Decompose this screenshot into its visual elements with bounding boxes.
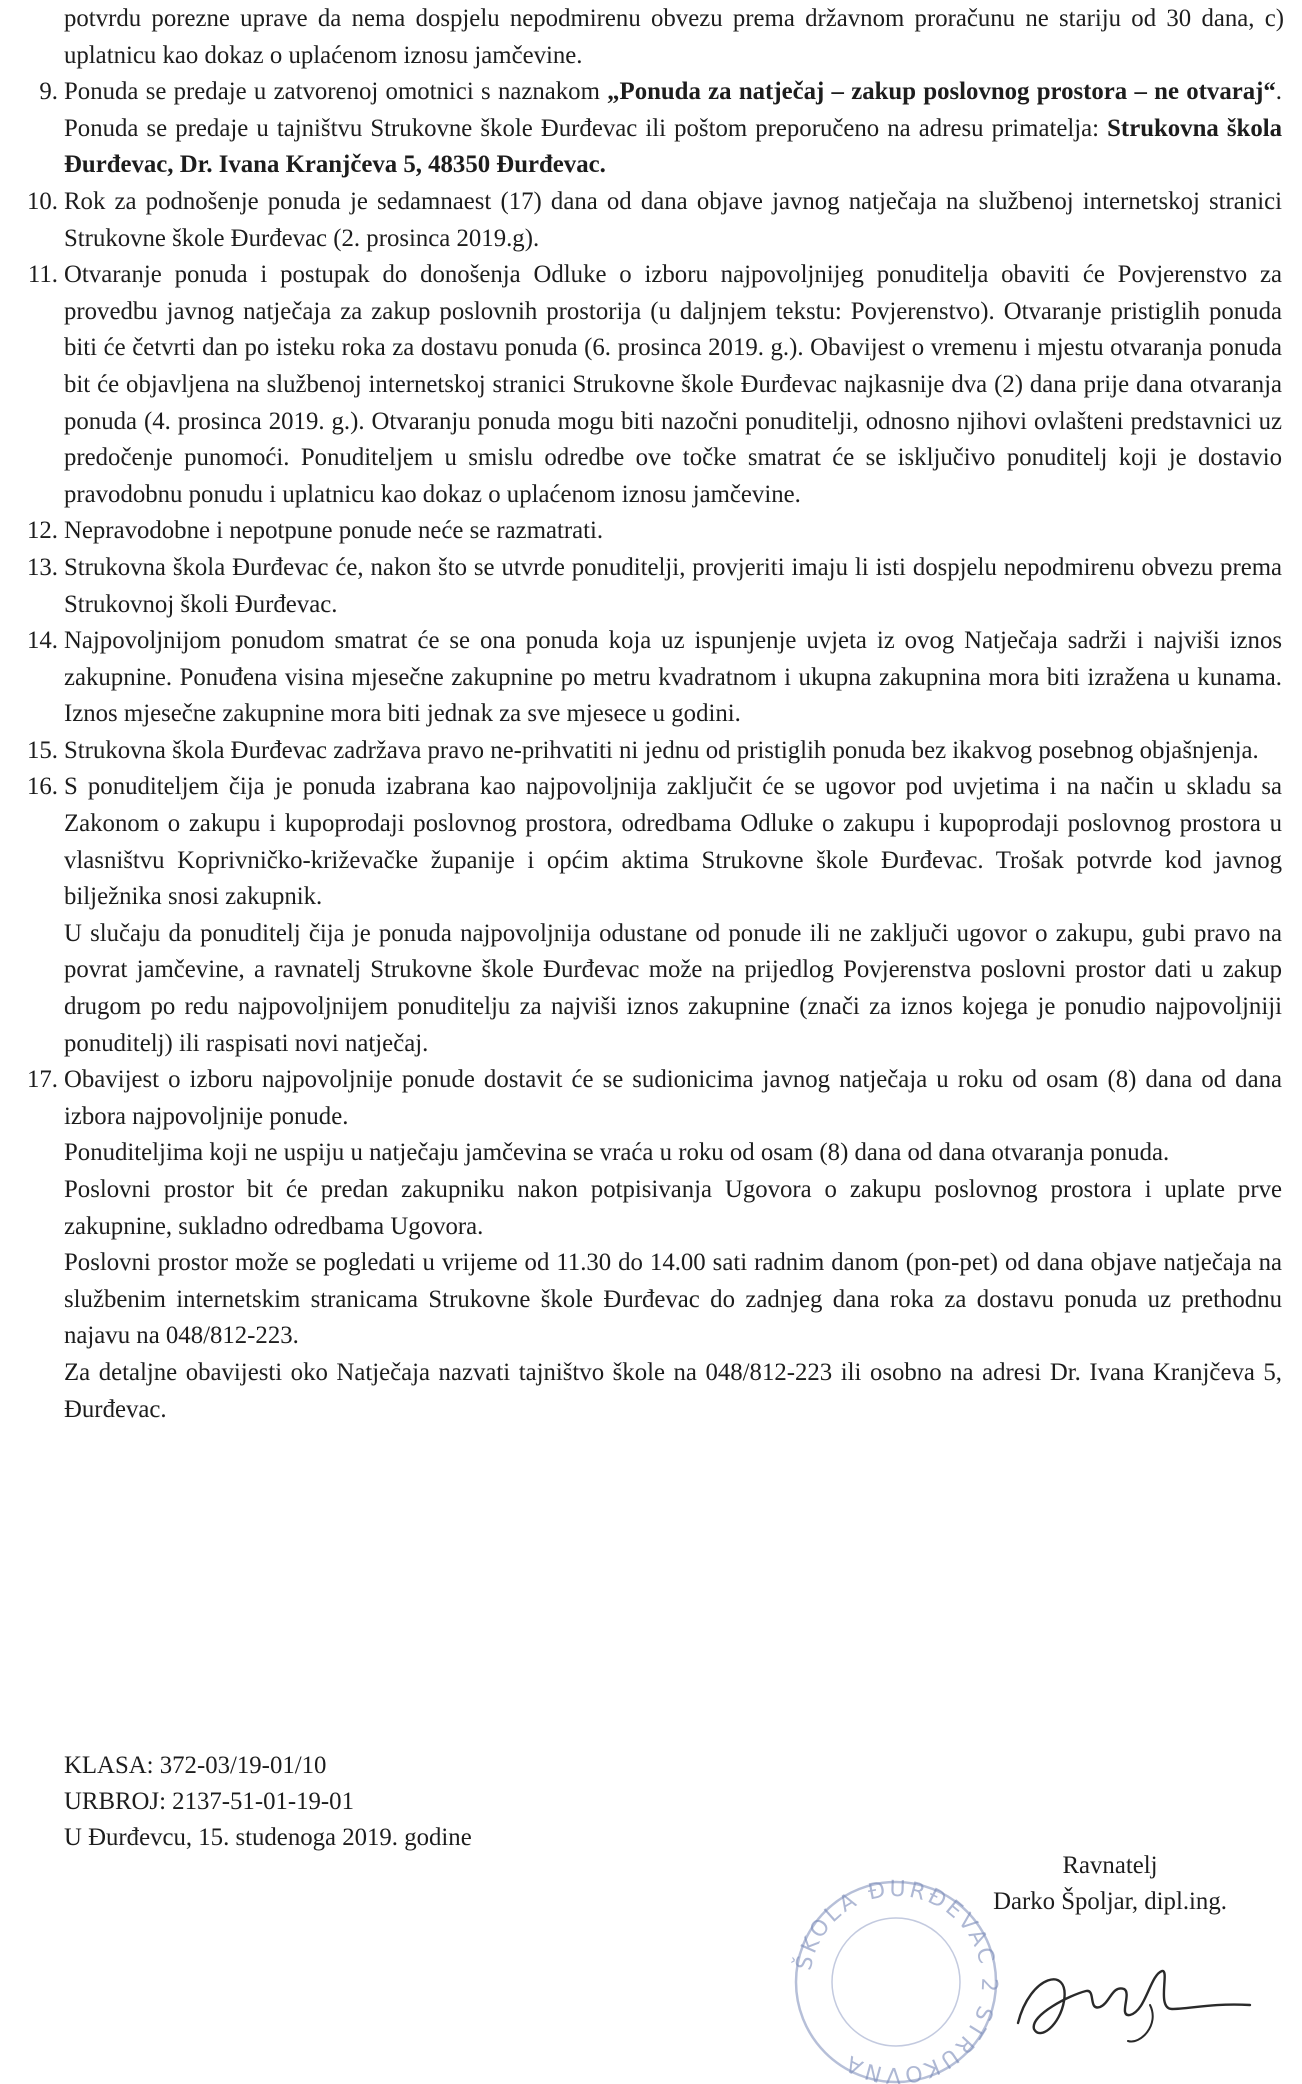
list-item-14 (0, 623, 1282, 733)
list-item-13 (0, 550, 1282, 623)
item-text: Ponuda se predaje u zatvorenoj omotnici s naznakom „Ponuda za natječaj – zakup poslovnog prostora – ne otvaraj“. Ponuda se predaje u tajništvu Strukovne škole Đurđevac ili poštom preporučeno na adresu primatelja: Strukovna škola Đurđevac, Dr. Ivana Kranjčeva 5, 48350 Đurđevac. (64, 78, 1282, 179)
document-reference (64, 1748, 472, 1856)
klasa-line: KLASA: 372-03/19-01/10 (64, 1752, 327, 1779)
intro-continuation: potvrdu porezne uprave da nema dospjelu nepodmirenu obvezu prema državnom proračunu ne stariju od 30 dana, c) uplatnicu kao dokaz o uplaćenom iznosu jamčevine. (64, 5, 1284, 69)
item-number: 13. (27, 553, 58, 581)
list-item-9 (0, 74, 1282, 184)
signatory-name: Darko Špoljar, dipl.ing. (993, 1888, 1227, 1915)
item-paragraph: Poslovni prostor bit će predan zakupniku nakon potpisivanja Ugovora o zakupu poslovnog prostora i uplate prve zakupnine, sukladno odredbama Ugovora. (64, 1176, 1282, 1240)
item-paragraph: U slučaju da ponuditelj čija je ponuda najpovoljnija odustane od ponude ili ne zaključi ugovor o zakupu, gubi pravo na povrat jamčevine, a ravnatelj Strukovne škole Đurđevac može na prijedlog Povjerenstva poslovni prostor dati u zakup drugom po redu najpovoljnijem ponuditelju za najviši iznos zakupnine (znači za iznos kojega je ponudio najpovoljniji ponuditelj) ili raspisati novi natječaj. (64, 919, 1282, 1057)
place-date-line: U Đurđevcu, 15. studenoga 2019. godine (64, 1824, 472, 1851)
item-paragraph: Poslovni prostor može se pogledati u vrijeme od 11.30 do 14.00 sati radnim danom (pon-pet) od dana objave natječaja na službenim internetskim stranicama Strukovne škole Đurđevac do zadnjeg dana roka za dostavu ponuda uz prethodnu najavu na 048/812-223. (64, 1249, 1282, 1350)
list-item-10 (0, 184, 1282, 257)
item-number: 12. (27, 517, 58, 545)
item-number: 14. (27, 627, 58, 655)
item-text: Strukovna škola Đurđevac će, nakon što se utvrde ponuditelji, provjeriti imaju li isti dospjelu nepodmirenu obvezu prema Strukovnoj školi Đurđevac. (64, 553, 1282, 618)
signature-block (940, 1848, 1280, 1920)
item-number: 10. (27, 187, 58, 215)
list-item-15 (0, 733, 1282, 770)
item-text: Obavijest o izboru najpovoljnije ponude dostavit će se sudionicima javnog natječaja u roku od osam (8) dana od dana izbora najpovoljnije ponude. (64, 1066, 1282, 1130)
item-number: 16. (27, 773, 58, 801)
item-text: S ponuditeljem čija je ponuda izabrana kao najpovoljnija zaključit će se ugovor pod uvjetima i na način u skladu sa Zakonom o zakupu i kupoprodaji poslovnog prostora, odredbama Odluke o zakupu i kupoprodaji poslovnog prostora u vlasništvu Koprivničko-križevačke županije i općim aktima Strukovne škole Đurđevac. Trošak potvrde kod javnog bilježnika snosi zakupnik. (64, 773, 1282, 911)
list-item-11 (0, 257, 1282, 513)
item-number: 17. (27, 1066, 58, 1094)
list-item-17 (0, 1062, 1282, 1428)
item-text: Rok za podnošenje ponuda je sedamnaest (17) dana od dana objave javnog natječaja na službenoj internetskoj stranici Strukovne škole Đurđevac (2. prosinca 2019.g). (64, 187, 1282, 252)
item-text: Nepravodobne i nepotpune ponude neće se razmatrati. (64, 517, 604, 545)
item-number: 9. (39, 78, 58, 106)
item-text: Najpovoljnijom ponudom smatrat će se ona ponuda koja uz ispunjenje uvjeta iz ovog Natječaja sadrži i najviši iznos zakupnine. Ponuđena visina mjesečne zakupnine po metru kvadratnom i ukupna zakupnina mora biti izražena u kunama. Iznos mjesečne zakupnine mora biti jednak za sve mjesece u godini. (64, 627, 1282, 728)
urbroj-line: URBROJ: 2137-51-01-19-01 (64, 1788, 354, 1815)
list-item-16 (0, 769, 1282, 1062)
item-paragraph: Ponuditeljima koji ne uspiju u natječaju jamčevina se vraća u roku od osam (8) dana od dana otvaranja ponuda. (64, 1139, 1170, 1167)
item-number: 11. (27, 261, 58, 289)
list-item-12 (0, 513, 1282, 550)
signatory-title: Ravnatelj (1062, 1852, 1158, 1879)
handwritten-signature (1000, 1945, 1260, 2055)
item-text: Otvaranje ponuda i postupak do donošenja Odluke o izboru najpovoljnijeg ponuditelja obaviti će Povjerenstvo za provedbu javnog natječaja za zakup poslovnih prostorija (u daljnjem tekstu: Povjerenstvo). Otvaranje pristiglih ponuda biti će četvrti dan po isteku roka za dostavu ponuda (6. prosinca 2019. g.). Obavijest o vremenu i mjestu otvaranja ponuda bit će objavljena na službenoj internetskoj stranici Strukovne škole Đurđevac najkasnije dva (2) dana prije dana otvaranja ponuda (4. prosinca 2019. g.). Otvaranju ponuda mogu biti nazočni ponuditelji, odnosno njihovi ovlašteni predstavnici uz predočenje punomoći. Ponuditeljem u smislu odredbe ove točke smatrat će se isključivo ponuditelj koji je dostavio pravodobnu ponudu i uplatnicu kao dokaz o uplaćenom iznosu jamčevine. (64, 261, 1282, 508)
item-paragraph: Za detaljne obavijesti oko Natječaja nazvati tajništvo škole na 048/812-223 ili osobno na adresi Dr. Ivana Kranjčeva 5, Đurđevac. (64, 1358, 1282, 1423)
item-text: Strukovna škola Đurđevac zadržava pravo ne-prihvatiti ni jednu od pristiglih ponuda bez ikakvog posebnog objašnjenja. (64, 736, 1259, 764)
stamp-ring-text: ŠKOLA ĐURĐEVAC 2 STRUKOVNA (791, 1876, 1002, 2084)
item-number: 15. (27, 736, 58, 764)
